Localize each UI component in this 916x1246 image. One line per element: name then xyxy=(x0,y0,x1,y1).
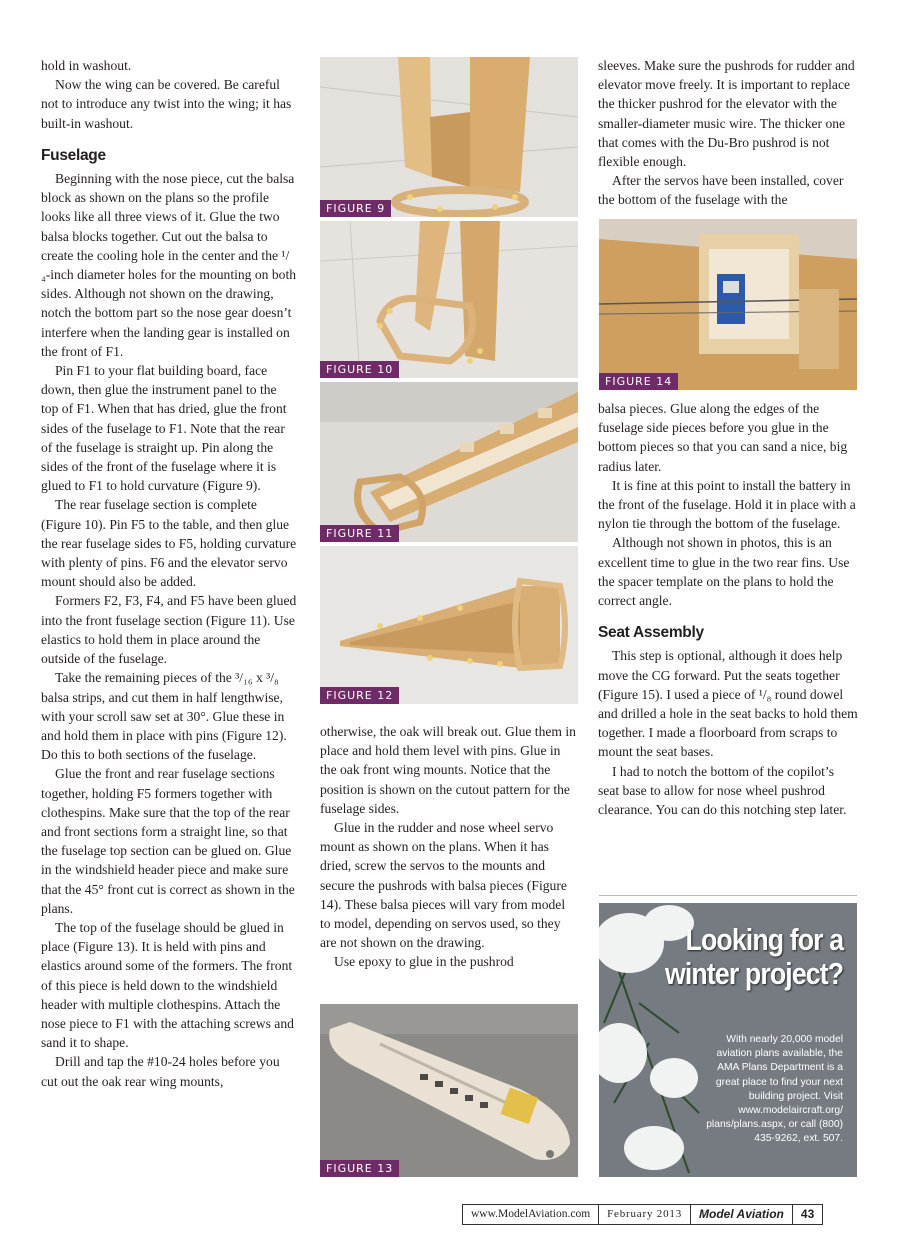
page-footer xyxy=(462,1204,823,1225)
footer-magazine: Model Aviation xyxy=(691,1205,793,1224)
paragraph: Take the remaining pieces of the ³/₁₆ x ³/₈ balsa strips, and cut them in half lengthwise, with your scroll saw set at 30°. Glue these in and hold them in place with pins (Figure 12). Do this to both sections of the fuselage. xyxy=(41,670,287,763)
figure-12-label: FIGURE 12 xyxy=(320,687,399,704)
figure-12-photo xyxy=(320,546,578,704)
paragraph: The rear fuselage section is complete (Figure 10). Pin F5 to the table, and then glue the rear fuselage sides to F5, holding curvature with plenty of pins. F6 and the elevator servo mount should also be added. xyxy=(41,497,297,590)
paragraph: Pin F1 to your flat building board, face down, then glue the instrument panel to the top of F1. When that has dried, glue the front sides of the fuselage to F1. Note that the rear of the fuselage is straight up. Pin along the sides of the front of the fuselage where it is glued to F1 to hold curvature (Figure 9). xyxy=(41,363,287,494)
figure-9-photo xyxy=(320,57,578,217)
ad-headline-line-2: winter project? xyxy=(664,956,843,991)
footer-date: February 2013 xyxy=(599,1205,691,1224)
paragraph: sleeves. Make sure the pushrods for rudder and elevator move freely. It is important to replace the thicker pushrod for the elevator with the smaller-diameter music wire. The thicker one that comes with the Du-Bro pushrod is not flexible enough. xyxy=(598,58,855,170)
ad-divider xyxy=(599,895,857,896)
paragraph: otherwise, the oak will break out. Glue them in place and hold them level with pins. Glue in the oak front wing mounts. Notice that the position is shown on the cutout pattern for the fuselage sides. xyxy=(320,724,576,816)
section-heading: Fuselage xyxy=(41,146,106,164)
ama-plans-advertisement xyxy=(599,903,857,1177)
paragraph: Drill and tap the #10-24 holes before you cut out the oak rear wing mounts, xyxy=(41,1054,280,1089)
ad-headline xyxy=(665,923,843,991)
paragraph: Formers F2, F3, F4, and F5 have been glued into the front fuselage section (Figure 11). Use elastics to hold them in place around the outside of the fuselage. xyxy=(41,593,297,667)
paragraph: Beginning with the nose piece, cut the balsa block as shown on the plans so the profile looks like all three views of it. Glue the two balsa blocks together. Cut out the balsa to create the cooling hole in the center and the ¹/₄-inch diameter holes for the mounting on both sides. Although not shown on the drawing, notch the bottom part so the nose gear doesn’t interfere when the landing gear is installed on the front of F1. xyxy=(41,171,297,359)
paragraph: The top of the fuselage should be glued in place (Figure 13). It is held with pins and elastics around some of the formers. The front of this piece is held down to the windshield header with multiple clothespins. Attach the nose piece to F1 with the attaching screws and sand it to shape. xyxy=(41,919,294,1051)
ad-body-text: With nearly 20,000 model aviation plans available, the AMA Plans Department is a great place to find your next building project. Visit www.modelaircraft.org/ plans/plans.aspx, or call (800) 435-9262, ext. 507. xyxy=(706,1034,843,1145)
figure-9-label: FIGURE 9 xyxy=(320,200,391,217)
paragraph: Now the wing can be covered. Be careful not to introduce any twist into the wing; it has built-in washout. xyxy=(41,77,292,131)
paragraph: balsa pieces. Glue along the edges of the fuselage side pieces before you glue in the bottom pieces so that you can sand a nice, big radius later. xyxy=(598,401,848,474)
paragraph: This step is optional, although it does help move the CG forward. Put the seats together (Figure 15). I used a piece of ¹/₈ round dowel and drilled a hole in the seat backs to hold them together. I made a floorboard from scraps to mount the seat bases. xyxy=(598,648,858,760)
text-column-3-top xyxy=(598,56,858,210)
paragraph: hold in washout. xyxy=(41,58,132,73)
figure-14-label: FIGURE 14 xyxy=(599,373,678,390)
text-column-1 xyxy=(41,56,297,1091)
footer-url[interactable]: www.ModelAviation.com xyxy=(463,1205,599,1224)
section-heading: Seat Assembly xyxy=(598,624,704,642)
figure-14-photo xyxy=(599,219,857,390)
paragraph: Although not shown in photos, this is an excellent time to glue in the two rear fins. Use the spacer template on the plans to hold the correct angle. xyxy=(598,535,850,609)
figure-13-label: FIGURE 13 xyxy=(320,1160,399,1177)
text-column-3-bottom xyxy=(598,399,858,819)
paragraph: It is fine at this point to install the battery in the front of the fuselage. Hold it in place with a nylon tie through the bottom of the fuselage. xyxy=(598,477,856,532)
figure-11-photo xyxy=(320,382,578,542)
figure-13-photo xyxy=(320,1004,578,1177)
figure-10-label: FIGURE 10 xyxy=(320,361,399,378)
paragraph: I had to notch the bottom of the copilot’s seat base to allow for nose wheel pushrod clearance. You can do this notching step later. xyxy=(598,763,847,818)
paragraph: Use epoxy to glue in the pushrod xyxy=(334,954,514,970)
ad-headline-line-1: Looking for a xyxy=(685,922,843,957)
paragraph: Glue in the rudder and nose wheel servo mount as shown on the plans. When it has dried, screw the servos to the mounts and secure the pushrods with balsa pieces (Figure 14). These balsa pieces will vary from model to model, depending on servos used, so they are not shown on the drawing. xyxy=(320,820,567,951)
figure-10-photo xyxy=(320,221,578,378)
page-number: 43 xyxy=(800,1207,815,1221)
paragraph: Glue the front and rear fuselage sections together, holding F5 formers together with clothespins. Make sure that the top of the rear and front sections form a straight line, so that the fuselage top section can be glued on. Glue in the windshield header piece and make sure that the 45° front cut is correct as shown in the plans. xyxy=(41,766,295,916)
paragraph: After the servos have been installed, cover the bottom of the fuselage with the xyxy=(598,173,844,208)
text-column-2 xyxy=(320,722,578,972)
figure-11-label: FIGURE 11 xyxy=(320,525,399,542)
